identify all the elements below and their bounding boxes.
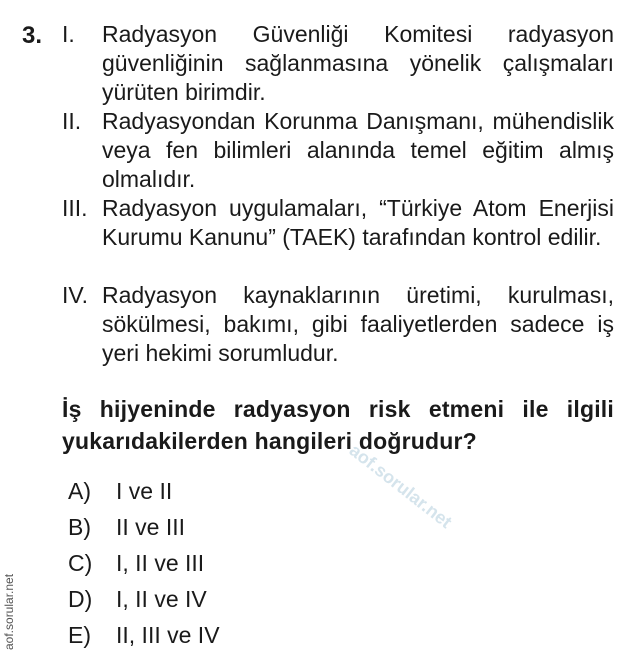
statement-2 (62, 107, 614, 194)
question-number: 3. (22, 22, 43, 49)
option-letter: C) (68, 550, 93, 576)
option-b[interactable] (68, 512, 185, 542)
option-text: I ve II (116, 478, 173, 504)
statement-1 (62, 20, 614, 107)
statement-text: Radyasyon kaynaklarının üretimi, kurulması, sökülmesi, bakımı, gibi faaliyetlerden sadece iş yeri hekimi sorumludur. (102, 282, 614, 366)
statement-numeral: III. (62, 195, 88, 221)
statement-numeral: IV. (62, 282, 89, 308)
option-c[interactable] (68, 548, 204, 578)
option-letter: D) (68, 586, 93, 612)
side-watermark: aof.sorular.net (2, 573, 16, 650)
option-text: II ve III (116, 514, 186, 540)
statement-text: Radyasyon uygulamaları, “Türkiye Atom Enerjisi Kurumu Kanunu” (TAEK) tarafından kontrol edilir. (102, 195, 614, 250)
statement-3 (62, 194, 614, 252)
option-d[interactable] (68, 584, 207, 614)
question-prompt: İş hijyeninde radyasyon risk etmeni ile ilgili yukarıdakilerden hangileri doğrudur? (62, 396, 614, 454)
option-letter: B) (68, 514, 91, 540)
statement-numeral: II. (62, 108, 82, 134)
statement-numeral: I. (62, 21, 75, 47)
statement-text: Radyasyondan Korunma Danışmanı, mühendislik veya fen bilimleri alanında temel eğitim almış olmalıdır. (102, 108, 614, 192)
option-text: II, III ve IV (116, 622, 220, 648)
option-text: I, II ve III (116, 550, 205, 576)
statement-text: Radyasyon Güvenliği Komitesi radyasyon güvenliğinin sağlanmasına yönelik çalışmaları yürüten birimdir. (102, 21, 614, 105)
option-letter: A) (68, 478, 91, 504)
option-e[interactable] (68, 620, 220, 650)
statement-4 (62, 281, 614, 368)
option-letter: E) (68, 622, 91, 648)
watermark-text: aof.sorular.net (345, 440, 456, 533)
option-a[interactable] (68, 476, 172, 506)
option-text: I, II ve IV (116, 586, 207, 612)
